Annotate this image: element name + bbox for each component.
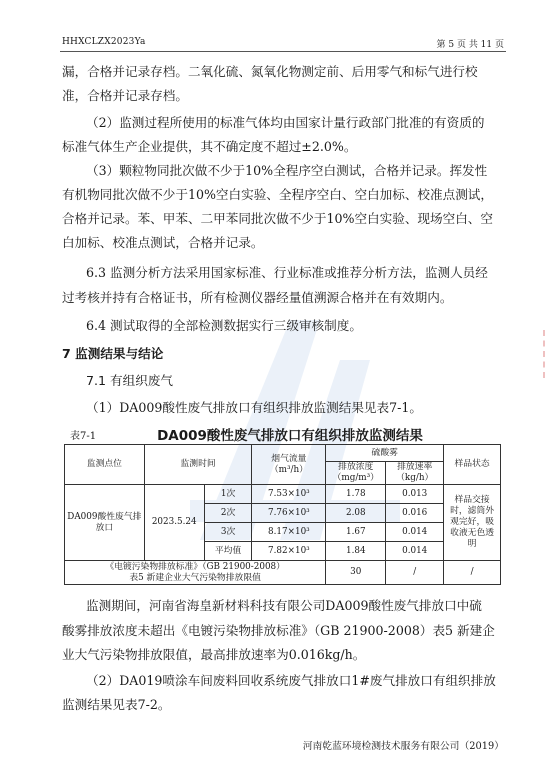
cell-std-rate: / xyxy=(386,561,444,585)
next-table-intro: 监测结果见表7-2。 xyxy=(62,697,171,712)
cell-conc: 2.08 xyxy=(326,504,386,523)
body-line: （3）颗粒物同批次做不少于10%全程序空白测试，合格并记录。挥发性 xyxy=(86,163,488,178)
body-line: 准，合格并记录存档。 xyxy=(62,88,188,103)
next-table-intro: （2）DA019喷涂车间废料回收系统废气排放口1#废气排放口有组织排放 xyxy=(86,673,496,688)
body-line: 白加标、校准点测试，合格并记录。 xyxy=(62,235,264,250)
body-line: 6.4 测试取得的全部检测数据实行三级审核制度。 xyxy=(86,318,362,333)
subsection-heading: 7.1 有组织废气 xyxy=(86,373,174,388)
footer-company: 河南乾蓝环境检测技术服务有限公司（2019） xyxy=(302,741,504,752)
cell-run: 1次 xyxy=(204,485,252,504)
document-number: HHXCLZX2023Ya xyxy=(62,37,146,47)
cell-run: 2次 xyxy=(204,504,252,523)
cell-rate: 0.013 xyxy=(386,485,444,504)
body-line: 过考核并持有合格证书，所有检测仪器经量值溯源合格并在有效期内。 xyxy=(62,290,453,305)
cell-std-state: / xyxy=(444,561,501,585)
cell-rate: 0.016 xyxy=(386,504,444,523)
body-line: 有机物同批次做不少于10%空白实验、全程序空白、空白加标、校准点测试， xyxy=(62,187,493,202)
header-state: 样品状态 xyxy=(444,445,501,485)
header-rate: 排放速率 （kg/h） xyxy=(386,462,444,485)
body-line: 6.3 监测分析方法采用国家标准、行业标准或推荐分析方法，监测人员经 xyxy=(86,265,488,280)
results-table xyxy=(64,444,501,585)
page-number: 第 5 页 共 11 页 xyxy=(436,40,504,50)
body-line: 标准气体生产企业提供，其不确定度不超过±2.0%。 xyxy=(62,139,357,154)
cell-flow: 7.76×10³ xyxy=(252,504,326,523)
cell-flow: 7.82×10³ xyxy=(252,542,326,561)
table-intro: （1）DA009酸性废气排放口有组织排放监测结果见表7-1。 xyxy=(86,400,422,415)
body-line: 合格并记录。苯、甲苯、二甲苯同批次做不少于10%空白实验、现场空白、空 xyxy=(62,211,493,226)
cell-point: DA009酸性废气排放口 xyxy=(65,485,145,561)
header-divider xyxy=(60,51,506,52)
margin-mark xyxy=(543,330,547,378)
header-flow: 烟气流量 （m³/h） xyxy=(252,445,326,485)
section-heading: 7 监测结果与结论 xyxy=(62,346,164,361)
conclusion-line: 酸雾排放浓度未超出《电镀污染物排放标准》（GB 21900-2008）表5 新建企 xyxy=(62,623,495,638)
header-concentration: 排放浓度 （mg/m³） xyxy=(326,462,386,485)
cell-conc: 1.67 xyxy=(326,523,386,542)
cell-flow: 7.53×10³ xyxy=(252,485,326,504)
header-sulfuric-mist: 硫酸雾 xyxy=(326,445,444,462)
cell-state: 样品交接时，滤筒外观完好，吸收液无色透明 xyxy=(444,485,501,561)
cell-run: 平均值 xyxy=(204,542,252,561)
table-title: DA009酸性废气排放口有组织排放监测结果 xyxy=(157,428,423,444)
body-line: 漏，合格并记录存档。二氧化硫、氮氧化物测定前、后用零气和标气进行校 xyxy=(62,64,478,79)
body-line: （2）监测过程所使用的标准气体均由国家计量行政部门批准的有资质的 xyxy=(86,115,485,130)
cell-standard: 《电镀污染物排放标准》（GB 21900-2008） 表5 新建企业大气污染物排放限值 xyxy=(65,561,326,585)
cell-conc: 1.78 xyxy=(326,485,386,504)
cell-conc: 1.84 xyxy=(326,542,386,561)
header-point: 监测点位 xyxy=(65,445,145,485)
cell-run: 3次 xyxy=(204,523,252,542)
cell-date: 2023.5.24 xyxy=(144,485,204,561)
cell-rate: 0.014 xyxy=(386,523,444,542)
header-time: 监测时间 xyxy=(144,445,252,485)
table-number: 表7-1 xyxy=(70,431,97,442)
conclusion-line: 监测期间，河南省海皇新材料科技有限公司DA009酸性废气排放口中硫 xyxy=(86,598,482,613)
cell-flow: 8.17×10³ xyxy=(252,523,326,542)
conclusion-line: 业大气污染物排放限值，最高排放速率为0.016kg/h。 xyxy=(62,647,366,662)
cell-rate: 0.014 xyxy=(386,542,444,561)
cell-std-conc: 30 xyxy=(326,561,386,585)
